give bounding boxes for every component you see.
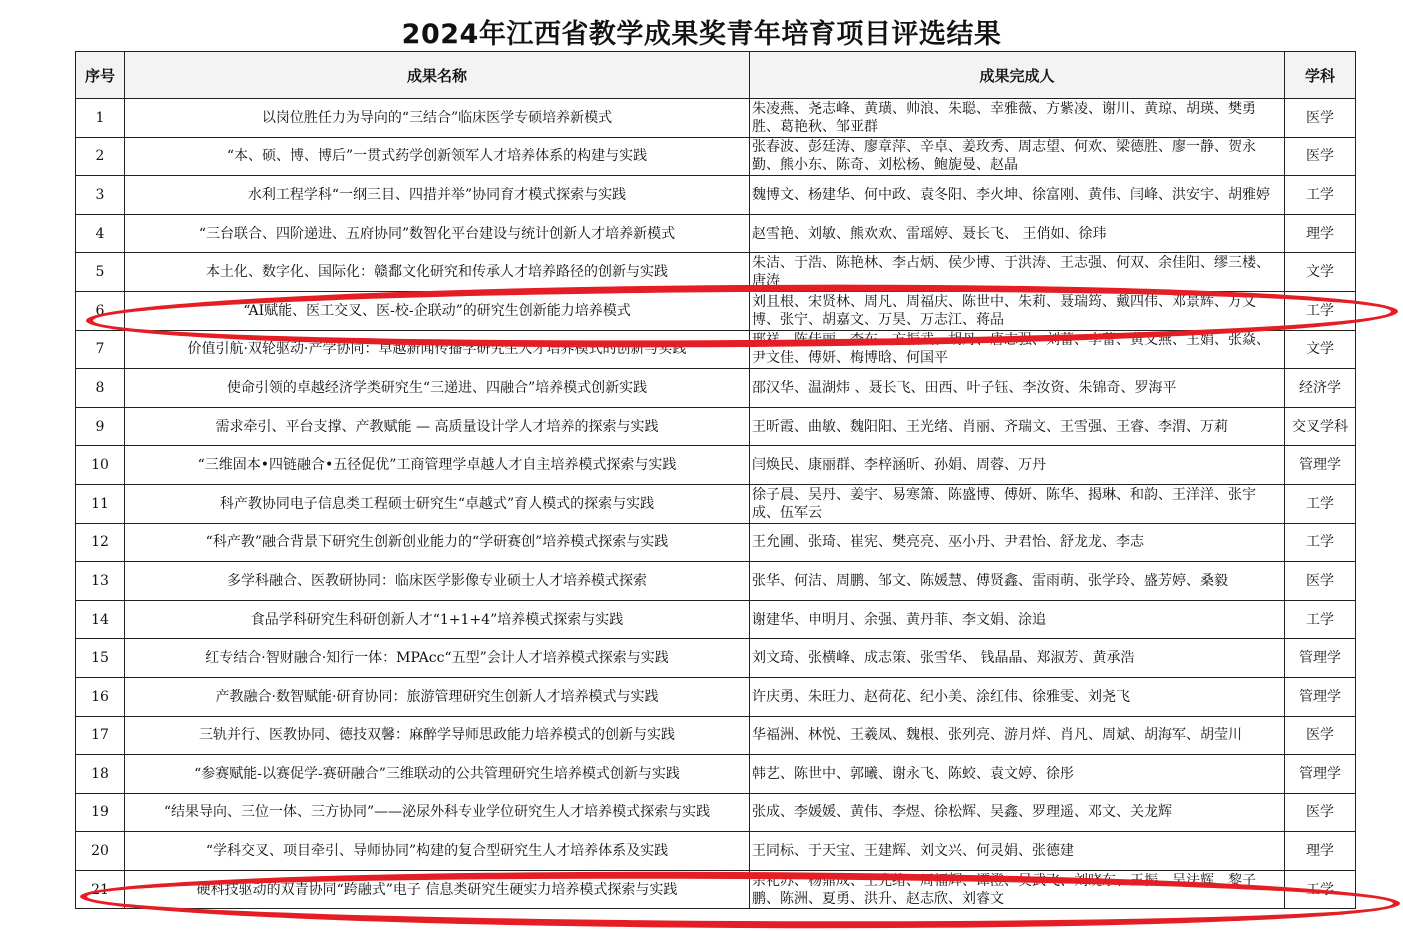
- cell-subject: 文学: [1285, 330, 1356, 369]
- cell-name: “科产教”融合背景下研究生创新创业能力的“学研赛创”培养模式探索与实践: [125, 523, 750, 562]
- cell-name: 多学科融合、医教研协同：临床医学影像专业硕士人才培养模式探索: [125, 562, 750, 601]
- cell-name: 以岗位胜任力为导向的“三结合”临床医学专硕培养新模式: [125, 99, 750, 138]
- cell-subject: 医学: [1285, 99, 1356, 138]
- table-row: [76, 677, 1356, 716]
- table-row: [76, 446, 1356, 485]
- cell-people: 刘文琦、张横峰、成志策、张雪华、 钱晶晶、郑淑芳、黄承浩: [750, 639, 1285, 678]
- cell-subject: 工学: [1285, 870, 1356, 909]
- cell-name: 水利工程学科“一纲三目、四措并举”协同育才模式探索与实践: [125, 176, 750, 215]
- cell-index: 16: [76, 677, 125, 716]
- cell-name: “结果导向、三位一体、三方协同”——泌尿外科专业学位研究生人才培养模式探索与实践: [125, 793, 750, 832]
- cell-people: 张华、何洁、周鹏、邹文、陈媛慧、傅贤鑫、雷雨萌、张学玲、盛芳婷、桑毅: [750, 562, 1285, 601]
- cell-name: 红专结合·智财融合·知行一体：MPAcc“五型”会计人才培养模式探索与实践: [125, 639, 750, 678]
- table-row: [76, 755, 1356, 794]
- cell-subject: 管理学: [1285, 755, 1356, 794]
- cell-index: 2: [76, 137, 125, 176]
- header-index: 序号: [76, 52, 125, 99]
- cell-name: 三轨并行、医教协同、德技双馨：麻醉学导师思政能力培养模式的创新与实践: [125, 716, 750, 755]
- cell-index: 11: [76, 484, 125, 523]
- cell-name: “三台联合、四阶递进、五府协同”数智化平台建设与统计创新人才培养新模式: [125, 214, 750, 253]
- cell-index: 20: [76, 832, 125, 871]
- header-name: 成果名称: [125, 52, 750, 99]
- cell-subject: 工学: [1285, 523, 1356, 562]
- table-row: [76, 407, 1356, 446]
- table-row: [76, 523, 1356, 562]
- cell-subject: 理学: [1285, 832, 1356, 871]
- cell-people: 华福洲、林悦、王羲凤、魏根、张列亮、游月烊、肖凡、周斌、胡海军、胡莹川: [750, 716, 1285, 755]
- cell-subject: 医学: [1285, 562, 1356, 601]
- table-header-row: [76, 52, 1356, 99]
- cell-name: 硬科技驱动的双青协同“跨融式”电子 信息类研究生硬实力培养模式探索与实践: [125, 870, 750, 909]
- cell-index: 3: [76, 176, 125, 215]
- table-row: [76, 214, 1356, 253]
- cell-name: 食品学科研究生科研创新人才“1+1+4”培养模式探索与实践: [125, 600, 750, 639]
- cell-people: 余礼苏、杨鼎成、王光绪、周福辉、谭澄、吴武飞、刘晓东、王振、吴法辉、黎子鹏、陈洲、夏勇、洪升、赵志欣、刘睿文: [750, 870, 1285, 909]
- cell-index: 1: [76, 99, 125, 138]
- cell-people: 许庆勇、朱旺力、赵荷花、纪小美、涂红伟、徐雅雯、刘尧飞: [750, 677, 1285, 716]
- table-row: [76, 562, 1356, 601]
- cell-people: 魏博文、杨建华、何中政、袁冬阳、李火坤、徐富刚、黄伟、闫峰、洪安宇、胡雅婷: [750, 176, 1285, 215]
- cell-people: 王同标、于天宝、王建辉、刘文兴、何灵娟、张德建: [750, 832, 1285, 871]
- table-row: [76, 137, 1356, 176]
- cell-index: 18: [76, 755, 125, 794]
- cell-index: 6: [76, 291, 125, 330]
- cell-index: 8: [76, 369, 125, 408]
- cell-subject: 管理学: [1285, 677, 1356, 716]
- cell-name: 产教融合·数智赋能·研育协同：旅游管理研究生创新人才培养模式与实践: [125, 677, 750, 716]
- table-row: [76, 793, 1356, 832]
- cell-name: 科产教协同电子信息类工程硕士研究生“卓越式”育人模式的探索与实践: [125, 484, 750, 523]
- cell-index: 9: [76, 407, 125, 446]
- cell-people: 邵汉华、温湖炜 、聂长飞、田西、叶子钰、李汝资、朱锦奇、罗海平: [750, 369, 1285, 408]
- cell-subject: 管理学: [1285, 639, 1356, 678]
- cell-people: 刘且根、宋贤林、周凡、周福庆、陈世中、朱莉、聂瑞筠、戴四伟、邓景辉、万文博、张宁、胡嘉文、万昊、万志江、蒋品: [750, 291, 1285, 330]
- cell-index: 12: [76, 523, 125, 562]
- table-row: [76, 176, 1356, 215]
- cell-people: 徐子晨、吴丹、姜宇、易寒箫、陈盛博、傅妍、陈华、揭琳、和韵、王洋洋、张宇成、伍军云: [750, 484, 1285, 523]
- table-row: [76, 253, 1356, 292]
- cell-subject: 交叉学科: [1285, 407, 1356, 446]
- cell-index: 5: [76, 253, 125, 292]
- cell-name: “三维固本•四链融合•五径促优”工商管理学卓越人才自主培养模式探索与实践: [125, 446, 750, 485]
- table-row: [76, 832, 1356, 871]
- header-people: 成果完成人: [750, 52, 1285, 99]
- table-body: [76, 99, 1356, 909]
- table-row: [76, 639, 1356, 678]
- cell-index: 7: [76, 330, 125, 369]
- table-row: [76, 291, 1356, 330]
- header-subject: 学科: [1285, 52, 1356, 99]
- cell-subject: 理学: [1285, 214, 1356, 253]
- cell-subject: 工学: [1285, 600, 1356, 639]
- cell-people: 谢建华、申明月、余强、黄丹菲、李文娟、涂追: [750, 600, 1285, 639]
- cell-people: 张春波、彭廷涛、廖章萍、辛卓、姜玫秀、周志望、何欢、梁德胜、廖一静、贺永勤、熊小东、陈奇、刘松杨、鲍旎曼、赵晶: [750, 137, 1285, 176]
- table-row: [76, 484, 1356, 523]
- cell-people: 王昕霞、曲敏、魏阳阳、王光绪、肖丽、齐瑞文、王雪强、王睿、李渭、万莉: [750, 407, 1285, 446]
- cell-people: 张成、李媛媛、黄伟、李煜、徐松辉、吴鑫、罗理遥、邓文、关龙辉: [750, 793, 1285, 832]
- cell-name: “AI赋能、医工交叉、医-校-企联动”的研究生创新能力培养模式: [125, 291, 750, 330]
- cell-people: 韩艺、陈世中、郭曦、谢永飞、陈蛟、袁文婷、徐彤: [750, 755, 1285, 794]
- cell-subject: 医学: [1285, 137, 1356, 176]
- cell-subject: 工学: [1285, 291, 1356, 330]
- cell-people: 赵雪艳、刘敏、熊欢欢、雷瑶婷、聂长飞、 王俏如、徐玮: [750, 214, 1285, 253]
- cell-subject: 文学: [1285, 253, 1356, 292]
- cell-people: 闫焕民、康丽群、李梓涵昕、孙娟、周蓉、万丹: [750, 446, 1285, 485]
- cell-name: 需求牵引、平台支撑、产教赋能 — 高质量设计学人才培养的探索与实践: [125, 407, 750, 446]
- cell-subject: 经济学: [1285, 369, 1356, 408]
- cell-name: “参赛赋能-以赛促学-赛研融合”三维联动的公共管理研究生培养模式创新与实践: [125, 755, 750, 794]
- cell-people: 王允圃、张琦、崔宪、樊亮亮、巫小丹、尹君怡、舒龙龙、李志: [750, 523, 1285, 562]
- cell-subject: 管理学: [1285, 446, 1356, 485]
- cell-index: 21: [76, 870, 125, 909]
- cell-subject: 工学: [1285, 176, 1356, 215]
- cell-name: “学科交叉、项目牵引、导师协同”构建的复合型研究生人才培养体系及实践: [125, 832, 750, 871]
- table-row: [76, 870, 1356, 909]
- cell-people: 邢祥、陈佳丽、李东、方振武、胡丹、唐志强、刘蕾、李蕾、黄文燕、王娟、张焱、尹文佳、傅妍、梅博晗、何国平: [750, 330, 1285, 369]
- cell-name: 使命引领的卓越经济学类研究生“三递进、四融合”培养模式创新实践: [125, 369, 750, 408]
- cell-name: “本、硕、博、博后”一贯式药学创新领军人才培养体系的构建与实践: [125, 137, 750, 176]
- cell-name: 本土化、数字化、国际化：赣鄱文化研究和传承人才培养路径的创新与实践: [125, 253, 750, 292]
- table-row: [76, 716, 1356, 755]
- cell-index: 15: [76, 639, 125, 678]
- cell-subject: 工学: [1285, 484, 1356, 523]
- cell-index: 19: [76, 793, 125, 832]
- cell-subject: 医学: [1285, 793, 1356, 832]
- cell-index: 13: [76, 562, 125, 601]
- cell-people: 朱凌燕、尧志峰、黄璜、帅浪、朱聪、幸雅薇、方紫凌、谢川、黄琼、胡瑛、樊勇胜、葛艳秋、邹亚群: [750, 99, 1285, 138]
- cell-index: 17: [76, 716, 125, 755]
- cell-people: 朱洁、于浩、陈艳林、李占炳、侯少博、于洪涛、王志强、何双、余佳阳、缪三楼、唐涛: [750, 253, 1285, 292]
- cell-index: 4: [76, 214, 125, 253]
- table-row: [76, 99, 1356, 138]
- table-row: [76, 330, 1356, 369]
- table-row: [76, 600, 1356, 639]
- cell-name: 价值引航·双轮驱动·产学协同：卓越新闻传播学研究生人才培养模式的创新与实践: [125, 330, 750, 369]
- cell-subject: 医学: [1285, 716, 1356, 755]
- results-table: [75, 51, 1356, 909]
- cell-index: 14: [76, 600, 125, 639]
- table-row: [76, 369, 1356, 408]
- cell-index: 10: [76, 446, 125, 485]
- page-title: 2024年江西省教学成果奖青年培育项目评选结果: [401, 19, 1002, 50]
